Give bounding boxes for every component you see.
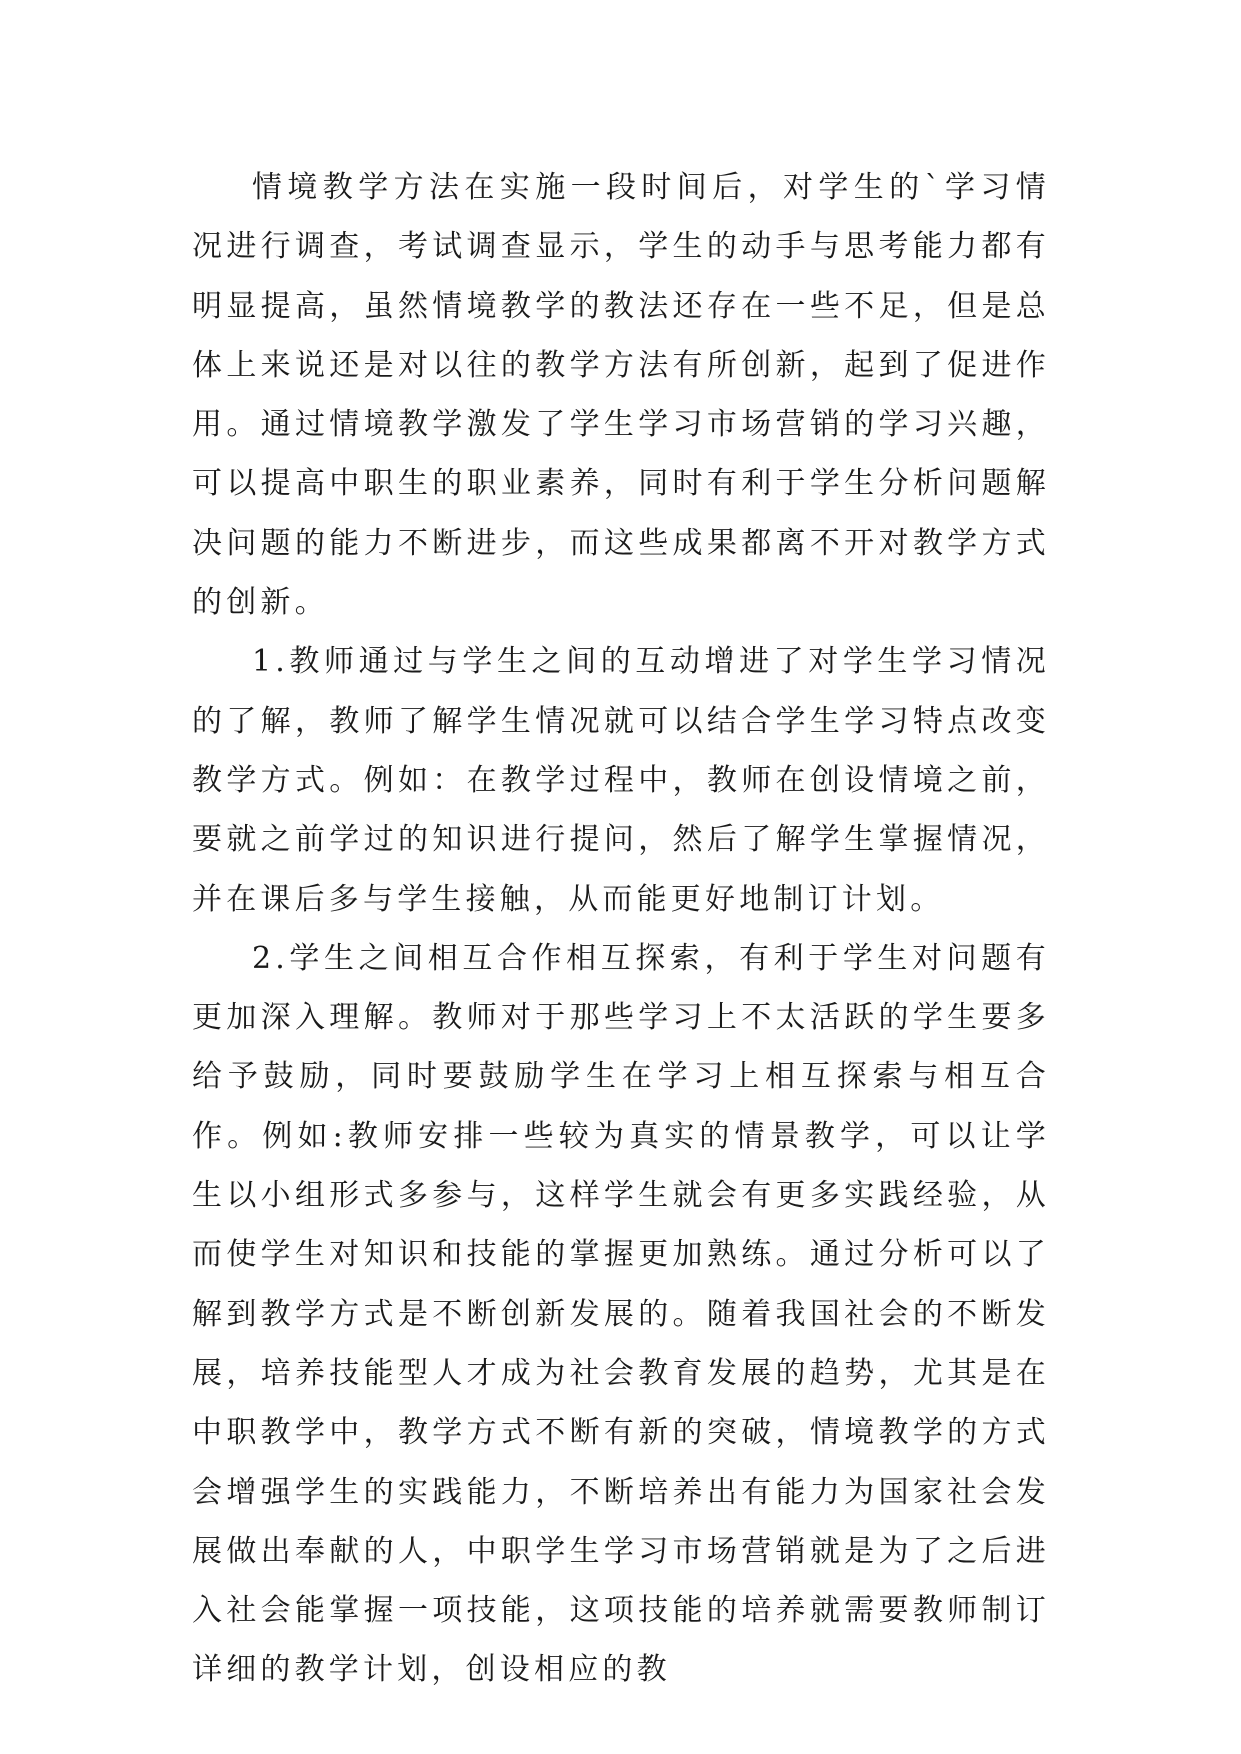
paragraph-point-1-interaction: 1.教师通过与学生之间的互动增进了对学生学习情况的了解，教师了解学生情况就可以结合学生学习特点改变教学方式。例如：在教学过程中，教师在创设情境之前，要就之前学过的知识进行提问，然后了解学生掌握情况，并在课后多与学生接触，从而能更好地制订计划。 (192, 644, 1050, 917)
paragraph-survey-results: 情境教学方法在实施一段时间后，对学生的`学习情况进行调查，考试调查显示，学生的动手与思考能力都有明显提高，虽然情境教学的教法还存在一些不足，但是总体上来说还是对以往的教学方法有所创新，起到了促进作用。通过情境教学激发了学生学习市场营销的学习兴趣，可以提高中职生的职业素养，同时有利于学生分析问题解决问题的能力不断进步，而这些成果都离不开对教学方式的创新。 (192, 170, 1050, 621)
paragraph-point-2-cooperation: 2.学生之间相互合作相互探索，有利于学生对问题有更加深入理解。教师对于那些学习上不太活跃的学生要多给予鼓励，同时要鼓励学生在学习上相互探索与相互合作。例如:教师安排一些较为真实的情景教学，可以让学生以小组形式多参与，这样学生就会有更多实践经验，从而使学生对知识和技能的掌握更加熟练。通过分析可以了解到教学方式是不断创新发展的。随着我国社会的不断发展，培养技能型人才成为社会教育发展的趋势，尤其是在中职教学中，教学方式不断有新的突破，情境教学的方式会增强学生的实践能力，不断培养出有能力为国家社会发展做出奉献的人，中职学生学习市场营销就是为了之后进入社会能掌握一项技能，这项技能的培养就需要教师制订详细的教学计划，创设相应的教 (192, 940, 1050, 1688)
document-body (192, 158, 1050, 1700)
